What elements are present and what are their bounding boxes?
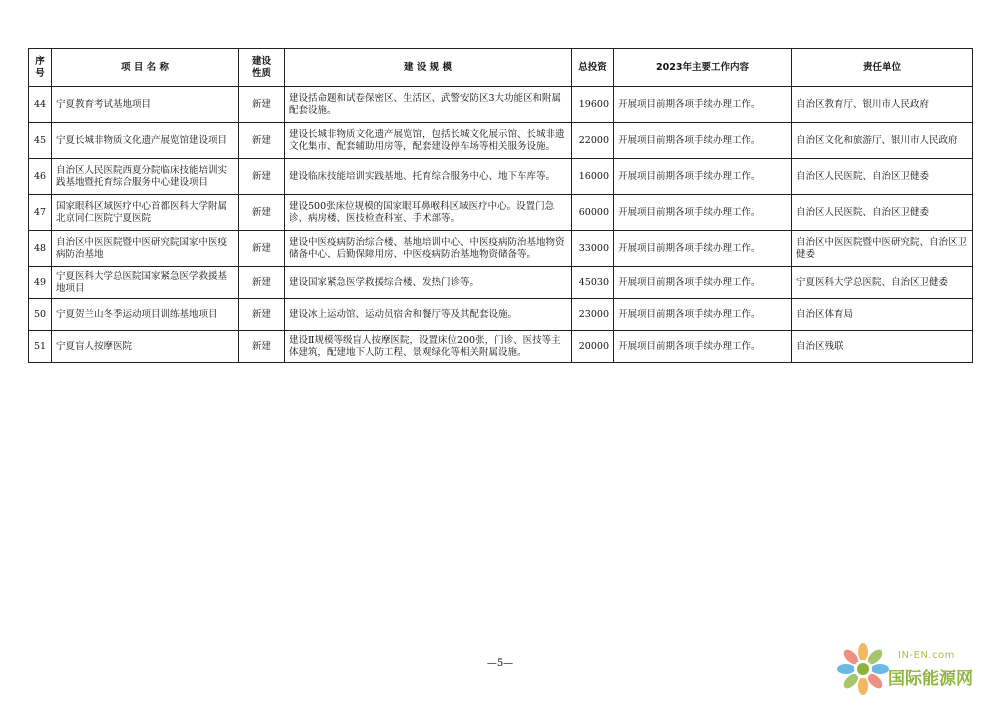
row-type: 新建 [239, 231, 285, 267]
row-type: 新建 [239, 331, 285, 363]
table-row [29, 299, 973, 331]
row-name: 国家眼科区域医疗中心首都医科大学附属北京同仁医院宁夏医院 [52, 195, 239, 231]
row-name: 宁夏贺兰山冬季运动项目训练基地项目 [52, 299, 239, 331]
row-work: 开展项目前期各项手续办理工作。 [614, 331, 792, 363]
row-type: 新建 [239, 195, 285, 231]
row-investment: 19600 [572, 87, 614, 123]
row-investment: 22000 [572, 123, 614, 159]
row-name: 宁夏医科大学总医院国家紧急医学救援基地项目 [52, 267, 239, 299]
page-number: —5— [486, 658, 514, 669]
row-scale: 建设长城非物质文化遗产展览馆，包括长城文化展示馆、长城非遗文化集市、配套辅助用房等，配套建设停车场等相关服务设施。 [285, 123, 572, 159]
row-no: 49 [29, 267, 52, 299]
table-header-row [29, 49, 973, 87]
row-unit: 自治区文化和旅游厅、银川市人民政府 [792, 123, 973, 159]
table-row [29, 87, 973, 123]
row-investment: 45030 [572, 267, 614, 299]
table-row [29, 159, 973, 195]
row-scale: 建设500张床位规模的国家眼耳鼻喉科区域医疗中心。设置门急诊、病房楼、医技检查科室、手术部等。 [285, 195, 572, 231]
watermark-en: IN-EN.com [898, 650, 955, 661]
row-work: 开展项目前期各项手续办理工作。 [614, 299, 792, 331]
header-type: 建设 性质 [239, 49, 285, 87]
header-no: 序号 [29, 49, 52, 87]
row-unit: 自治区中医医院暨中医研究院、自治区卫健委 [792, 231, 973, 267]
row-name: 宁夏教育考试基地项目 [52, 87, 239, 123]
row-work: 开展项目前期各项手续办理工作。 [614, 267, 792, 299]
table-row [29, 331, 973, 363]
table-row [29, 267, 973, 299]
row-unit: 自治区残联 [792, 331, 973, 363]
project-table [28, 48, 973, 363]
row-work: 开展项目前期各项手续办理工作。 [614, 159, 792, 195]
row-type: 新建 [239, 299, 285, 331]
header-investment: 总投资 [572, 49, 614, 87]
row-unit: 自治区人民医院、自治区卫健委 [792, 195, 973, 231]
table-row [29, 195, 973, 231]
row-investment: 33000 [572, 231, 614, 267]
header-name: 项 目 名 称 [52, 49, 239, 87]
row-name: 自治区人民医院西夏分院临床技能培训实践基地暨托育综合服务中心建设项目 [52, 159, 239, 195]
row-type: 新建 [239, 123, 285, 159]
sunflower-logo-icon [836, 642, 890, 696]
row-investment: 16000 [572, 159, 614, 195]
header-unit: 责任单位 [792, 49, 973, 87]
row-scale: 建设Ⅱ规模等级盲人按摩医院，设置床位200张，门诊、医技等主体建筑，配建地下人防工程、景观绿化等相关附属设施。 [285, 331, 572, 363]
table-row [29, 231, 973, 267]
row-type: 新建 [239, 267, 285, 299]
watermark [836, 642, 986, 696]
row-type: 新建 [239, 87, 285, 123]
table-body [29, 87, 973, 363]
row-investment: 23000 [572, 299, 614, 331]
row-unit: 自治区人民医院、自治区卫健委 [792, 159, 973, 195]
row-scale: 建设括命题和试卷保密区、生活区、武警安防区3大功能区和附属配套设施。 [285, 87, 572, 123]
row-investment: 60000 [572, 195, 614, 231]
row-unit: 宁夏医科大学总医院、自治区卫健委 [792, 267, 973, 299]
row-scale: 建设冰上运动馆、运动员宿舍和餐厅等及其配套设施。 [285, 299, 572, 331]
row-scale: 建设国家紧急医学救援综合楼、发热门诊等。 [285, 267, 572, 299]
row-work: 开展项目前期各项手续办理工作。 [614, 195, 792, 231]
row-work: 开展项目前期各项手续办理工作。 [614, 123, 792, 159]
row-investment: 20000 [572, 331, 614, 363]
row-type: 新建 [239, 159, 285, 195]
header-scale: 建 设 规 模 [285, 49, 572, 87]
row-no: 46 [29, 159, 52, 195]
row-name: 宁夏盲人按摩医院 [52, 331, 239, 363]
row-no: 51 [29, 331, 52, 363]
row-no: 45 [29, 123, 52, 159]
row-no: 44 [29, 87, 52, 123]
row-unit: 自治区教育厅、银川市人民政府 [792, 87, 973, 123]
row-name: 宁夏长城非物质文化遗产展览馆建设项目 [52, 123, 239, 159]
row-unit: 自治区体育局 [792, 299, 973, 331]
row-work: 开展项目前期各项手续办理工作。 [614, 231, 792, 267]
table-row [29, 123, 973, 159]
watermark-cn: 国际能源网 [888, 669, 973, 689]
header-work: 2023年主要工作内容 [614, 49, 792, 87]
row-scale: 建设中医疫病防治综合楼、基地培训中心、中医疫病防治基地物资储备中心、后勤保障用房、中医疫病防治基地物资储备等。 [285, 231, 572, 267]
row-no: 50 [29, 299, 52, 331]
row-scale: 建设临床技能培训实践基地、托育综合服务中心、地下车库等。 [285, 159, 572, 195]
row-no: 48 [29, 231, 52, 267]
row-name: 自治区中医医院暨中医研究院国家中医疫病防治基地 [52, 231, 239, 267]
row-work: 开展项目前期各项手续办理工作。 [614, 87, 792, 123]
row-no: 47 [29, 195, 52, 231]
